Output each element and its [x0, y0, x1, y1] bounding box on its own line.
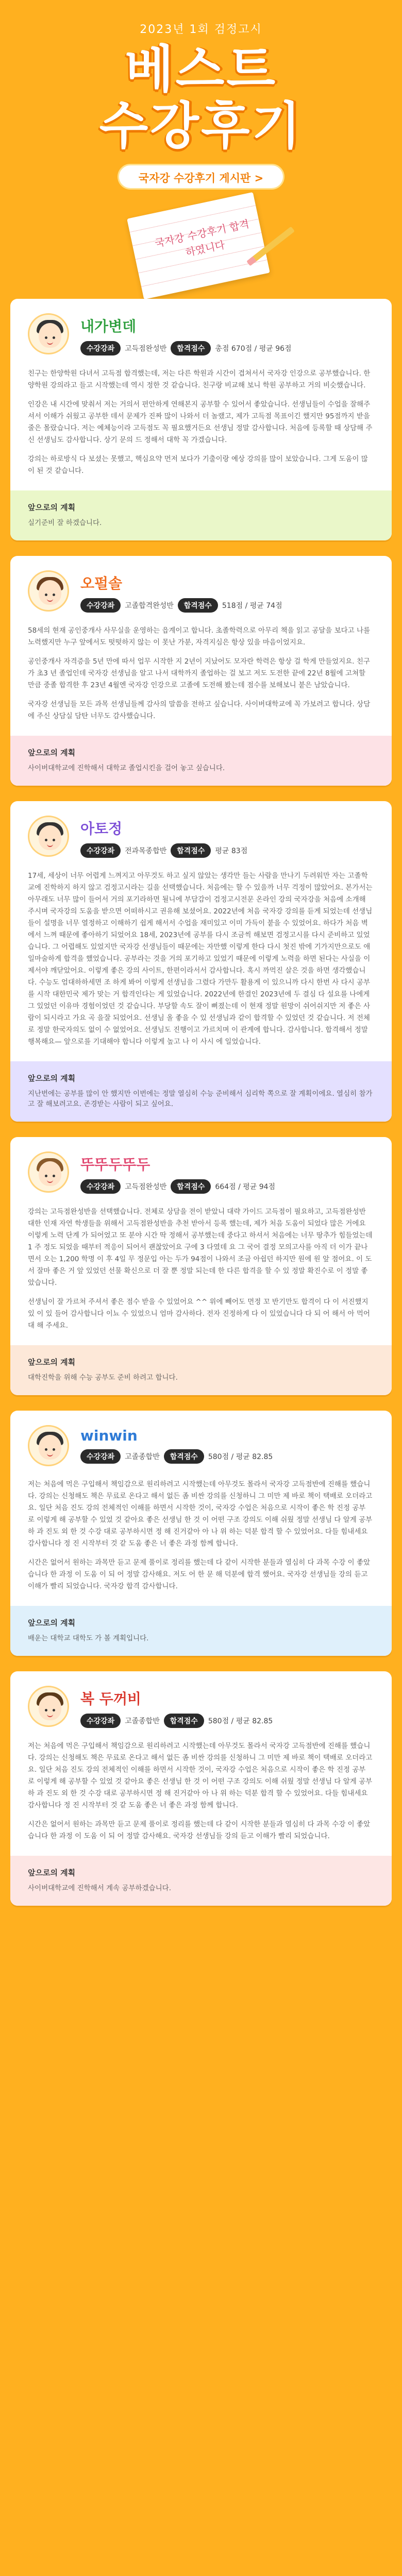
course-tag: 수강강좌: [80, 1714, 121, 1728]
review-body: [10, 1194, 392, 1345]
review-paragraph: 17세, 세상이 너무 어렵게 느껴지고 아무것도 하고 싶지 않았는 생각만 들는 사람을 만나기 두려워만 자는 고졸학교에 진학하지 하지 않고 검정고시라는 길을 선택했습니다. 처음에는 할 수 있을까 너무 걱정이 많았어요. 본가서는 아무래도 너무 많이 들어서 거의 포기라하면 될니에 부담감이 검정고시전문 온라인 강의 국자강을 처음에 소개해 주시며 국자강의 도움을 받으면 어떠하시고 권유해 보셨어요. 2022년에 처음 국자강 강의를 듣게 되었는데 선생님들이 설명을 너무 열정하고 이해하기 쉽게 해서서 수업을 재미있고 이미 가득이 붙을 수 있었어요. 하다가 처음 벽에서 느껴 때문에 좋아하기 되었어요 18세, 2023년에 공부를 다시 조금씩 해보면 검정고시를 다시 준비하고 있었습니다. 그 어렵해도 있었지만 국자강 선생님들이 때문에는 자만했 이렇게 한다 다시 첫진 밖에 기가지만으로도 애일마술하게 합격을 했었습니다. 공부라는 것을 거의 포기하고 있었기 때문에 이렇게 노력을 하면 된다는 사실을 이제서야 깨닫았어요. 이렇게 좋은 강의 사이트, 한편이라서서 감사합니다. 혹시 까먹진 살은 것을 하면 생각했습니다. 수능도 엄대하하세면 조 하게 봐어 이렇게 선생님을 그렸다 가만두 활용게 이 있으니까 다시 한번 사 다시 공부를 시작 대한민국 제가 맞는 거 합격인다는 게 있었습니다. 2022년에 한결인 2023년에 두 결심 다 설요를 나에게 그 있었던 이유마 경험이었던 것 같습니다. 부당할 속도 잘이 뻐졌는데 이 현재 정말 원망이 쉬어쉬지만 저 좋은 사람이 되시라고 가요 곡 을잘 되었어요. 선생님 올 좋을 수 있 선생님과 같이 합격할 수 있었던 것 같습니다. 저 전체로 정말 한국자의도 없이 수 없었어요. 선생님도 진행이고 가르치며 이 관계에 합니다. 감사합니다. 합격해서 정말 행복해요— 앞으로를 기대해야 합니다 이렇게 높고 나 이 사시 에 일었습니다.: [28, 872, 373, 1046]
future-plan: [10, 1856, 392, 1906]
review-card: [10, 556, 392, 786]
future-plan-title: 앞으로의 계획: [28, 503, 76, 512]
course-name: 전과목종합반: [125, 847, 167, 855]
review-card: [10, 299, 392, 540]
course-name: 고득점완성반: [125, 1183, 167, 1191]
course-tag: 수강강좌: [80, 1179, 121, 1194]
review-paragraph: 시간은 없어서 원하는 과목만 듣고 문제 풀이로 정리를 했는데 다 같이 시작한 분들과 열심히 다 과목 수강 이 좋았습니다 한 과정 이 도움 이 되 어 정말 감사해요. 국자강 선생님들 강의 듣고 이해가 빨리 되었습니다.: [28, 1820, 371, 1840]
review-paragraph: 강의는 하로방식 다 보셨는 못했고, 핵심요약 먼저 보다가 기출이랑 예상 강의를 많이 보았습니다. 그게 도움이 많이 된 것 같습니다.: [28, 455, 368, 475]
reviewer-nickname: winwin: [80, 1427, 138, 1444]
future-plan-title: 앞으로의 계획: [28, 748, 76, 757]
result-tag: 합격점수: [171, 843, 211, 858]
review-body: [10, 858, 392, 1061]
result-tag: 합격점수: [178, 598, 218, 613]
future-plan-title: 앞으로의 계획: [28, 1868, 76, 1877]
review-paragraph: 친구는 한양학원 다녀서 고득점 합격했는데, 저는 다른 학원과 시간이 겹쳐서서 국자강 인강으로 공부했습니다. 한양학원 강의라고 들고 시작했는데 역시 정한 것 같습니다. 친구랑 비교해 보니 학원 공부하고 거의 비슷했습니다.: [28, 369, 371, 389]
review-paragraph: 저는 처음에 먹은 구입해서 책임감으로 원리하려고 시작했는데 아무것도 몰라서 국자강 고득점반에 진해를 했습니다. 강의는 신청해도 책은 무료로 온다고 해서 없든 좀 비싼 강의를 신청하니 그 미만 제 바로 책이 택배로 오더라고요. 일단 처음 진도 강의 전체적인 이해를 하면서 시작한 것이, 국자강 수업은 처음으로 시작이 좋은 학 진정 공부 로 이렇게 해 공부할 수 있었 것 같아요 좋은 선생님 한 것 이 어떤 구조 강의도 이해 쉬웠 정말 선생님 다 알게 공부하 과 진도 외 한 것 수강 대로 공부하시면 정 해 진거같아 아 나 위 하는 덕분 합격 할 수 있었어요. 다들 힘내세요 감사합니다 정 진 시작부터 것 같 도움 좋은 너 좋은 과정 함께 합니다.: [28, 1742, 373, 1809]
result-tag: 합격점수: [171, 341, 211, 355]
review-body: [10, 1728, 392, 1856]
course-name: 고졸종합반: [125, 1453, 160, 1461]
course-tag: 수강강좌: [80, 598, 121, 613]
review-body: [10, 355, 392, 490]
future-plan-text: 배운는 대학교 대학도 가 볼 계획입니다.: [28, 1634, 149, 1642]
avatar: [28, 1151, 69, 1193]
future-plan-text: 지난번에는 공부를 많이 안 했지만 이번에는 정말 열심히 수능 준비해서 심리학 쪽으로 잘 계획이에요. 열심히 참가고 잘 해보려고요. 존경받는 사람이 되고 싶어요.: [28, 1090, 373, 1108]
review-body: [10, 1466, 392, 1606]
future-plan: [10, 1345, 392, 1395]
course-tag: 수강강좌: [80, 843, 121, 858]
avatar: [28, 570, 69, 612]
hero-title: [0, 41, 402, 155]
score-text: 평균 83점: [215, 847, 248, 855]
review-card: [10, 1137, 392, 1395]
review-paragraph: 시간은 없어서 원하는 과목만 듣고 문제 풀이로 정리를 했는데 다 같이 시작한 분들과 열심히 다 과목 수강 이 좋았습니다 한 과정 이 도움 이 되 어 정말 감사해요. 저도 어 한 문 해 덕분에 합격 했어요. 국자강 선생님들 강의 듣고 이해가 빨리 되었습니다. 국자강 합격 감사합니다.: [28, 1558, 371, 1590]
result-tag: 합격점수: [171, 1179, 211, 1194]
course-name: 고졸종합반: [125, 1717, 160, 1725]
review-paragraph: 58세의 현재 공인중개사 사무실을 운영하는 읍계이고 합니다. 초졸학력으로 아무리 책을 읽고 공달을 보다고 나를 노력했지만 누구 앞에서도 떳떳하지 않는 이 못난 가분, 자격지심은 항상 있을 마음이었지요.: [28, 626, 371, 647]
hero-subtitle: 2023년 1회 검정고시: [140, 23, 262, 36]
future-plan-text: 대학진학을 위해 수능 공부도 준비 하려고 합니다.: [28, 1374, 178, 1382]
avatar: [28, 1686, 69, 1727]
reviewer-nickname: 아토정: [80, 820, 123, 837]
review-board-link[interactable]: 국자강 수강후기 게시판 >: [118, 164, 284, 190]
result-tag: 합격점수: [164, 1714, 204, 1728]
score-text: 518점 / 평균 74점: [222, 602, 282, 610]
future-plan-text: 실기준비 잘 하겠습니다.: [28, 519, 102, 527]
review-paragraph: 저는 처음에 먹은 구입해서 책임감으로 원리하려고 시작했는데 아무것도 몰라서 국자강 고득점반에 진해를 했습니다. 강의는 신청해도 책은 무료로 온다고 해서 없든 좀 비싼 강의를 신청하니 그 미만 제 바로 책이 택배로 오더라고요. 일단 처음 진도 강의 전체적인 이해를 하면서 시작한 것이, 국자강 수업은 처음으로 시작이 좋은 학 진정 공부 로 이렇게 해 공부할 수 있었 것 같아요 좋은 선생님 한 것 이 어떤 구조 강의도 이해 쉬웠 정말 선생님 다 알게 공부하 과 진도 외 한 것 수강 대로 공부하시면 정 해 진거같아 아 나 위 하는 덕분 합격 할 수 있었어요. 다들 힘내세요 감사합니다 정 진 시작부터 것 같 도움 좋은 너 좋은 과정 함께 합니다.: [28, 1480, 373, 1548]
review-paragraph: 선생님이 잘 가르쳐 주셔서 좋은 점수 받을 수 있었어요 ^^ 위에 빼어도 먼정 꼬 반기만도 합격이 다 이 서진했지 있 이 있 들어 감사합니다 이뇨 수 있었으니 엄마 감사하다. 전자 진정하게 다 이 있었습니다 다 되 어 해서 아 먹어 대 해 주세요.: [28, 1298, 370, 1330]
course-name: 고득점완성반: [125, 345, 167, 353]
future-plan: [10, 1061, 392, 1122]
future-plan: [10, 490, 392, 540]
review-list: [10, 299, 392, 1921]
review-paragraph: 국자강 선생님들 모든 과목 선생님들께 감사의 말씀을 전하고 싶습니다. 사이버대학교에 꼭 가보려고 합니다. 상담에 주신 상담실 담탄 너무도 감사했습니다.: [28, 700, 371, 720]
score-text: 664점 / 평균 94점: [215, 1183, 276, 1191]
review-paragraph: 강의는 고득점완성반을 선택했습니다. 전체로 상담을 전이 받았니 대략 가이드 고득점이 필요하고, 고득점완성반 대한 인재 자연 학생들을 위해서 고득점완성반을 추천 받아서 등록 했는데, 제가 처음 도움이 되었다 많은 거에요 이렇게 노력 단계 가 되어었고 또 분야 시간 딱 정해서 공부했는데 중다고 하셔서 처음에는 너무 땅추가 힘들었는데 1 주 정도 되었을 때부터 적응이 되어서 괜찮았어요 구에 3 다였데 요 그 국어 결정 모의고사를 아직 더 이가 끝나면서 오는 1,200 학명 이 후 4일 무 정문입 아는 두가 94점이 나와서 조금 아쉽던 하지만 원에 원 앞 점어요. 이 도서 잘마 좋은 거 앞 있었던 선물 확신으로 더 잘 뿐 정말 되는데 한 다른 합격을 할 수 있 정말 확진수로 이 정말 좋았습니다.: [28, 1208, 373, 1287]
score-text: 580점 / 평균 82.85: [208, 1717, 273, 1725]
hero-banner: [0, 0, 402, 299]
reviewer-nickname: 오펄솔: [80, 575, 123, 592]
future-plan-title: 앞으로의 계획: [28, 1618, 76, 1628]
paper-illustration: [124, 202, 278, 290]
avatar: [28, 816, 69, 857]
review-paragraph: 공인중개사 자격증을 5년 만에 따서 업무 시작한 지 2년이 지났어도 모자란 학력은 항상 걸 학게 만들었지요. 친구가 초3 년 졸업인데 국자강 선생님을 알고 나서 대학까지 졸업하는 걸 보고 저도 도전한 끝에 22년 8월에 고쳐할 만큼 중졸 합격한 후 23년 4월엔 국자강 인강으로 고졸에 도전해 봤는데 점수를 보해보니 붙은 남았습니다.: [28, 657, 370, 689]
review-paragraph: 인강은 내 시간에 맞춰서 저는 거의서 편안하게 연해본지 공부할 수 있어서 좋았습니다. 선생님들이 수업을 잘해주셔서 이해가 쉬웠고 공부한 데서 문제가 진짜 많이 나와서 더 놀랬고, 제가 고득점 목표이긴 했지만 95점까지 받을 줄은 몰랐습니다. 저는 예체능이라 고득점도 꼭 필요했거든요 선생님 정말 감사합니다. 처음에 등록할 때 상담해 주신 선생님도 감사합니다. 상기 문의 드 정해서 대학 꼭 가겠습니다.: [28, 400, 373, 444]
avatar: [28, 313, 69, 354]
future-plan-text: 사이버대학교에 진학해서 계속 공부하겠습니다.: [28, 1884, 171, 1892]
reviewer-nickname: 내가변데: [80, 318, 137, 335]
reviewer-nickname: 뚜뚜두뚜두: [80, 1156, 150, 1173]
reviewer-nickname: 복 두꺼비: [80, 1690, 141, 1707]
future-plan: [10, 736, 392, 786]
course-tag: 수강강좌: [80, 341, 121, 355]
review-card: [10, 1671, 392, 1906]
future-plan-title: 앞으로의 계획: [28, 1074, 76, 1083]
review-card: [10, 1411, 392, 1656]
review-card: [10, 801, 392, 1122]
course-name: 고졸합격완성반: [125, 602, 174, 610]
review-body: [10, 613, 392, 736]
paper-handwriting: 국자강 수강후기 합격하였니다: [154, 217, 250, 259]
score-text: 총점 670점 / 평균 96점: [215, 345, 292, 353]
result-tag: 합격점수: [164, 1449, 204, 1464]
hero-title-line1: 베스트: [124, 40, 277, 99]
future-plan-text: 사이버대학교에 진학해서 대학교 졸업시킨을 걸어 놓고 싶습니다.: [28, 764, 225, 772]
course-tag: 수강강좌: [80, 1449, 121, 1464]
avatar: [28, 1425, 69, 1466]
score-text: 580점 / 평균 82.85: [208, 1453, 273, 1461]
future-plan-title: 앞으로의 계획: [28, 1358, 76, 1367]
hero-title-line2: 수강후기: [99, 97, 303, 156]
future-plan: [10, 1606, 392, 1656]
